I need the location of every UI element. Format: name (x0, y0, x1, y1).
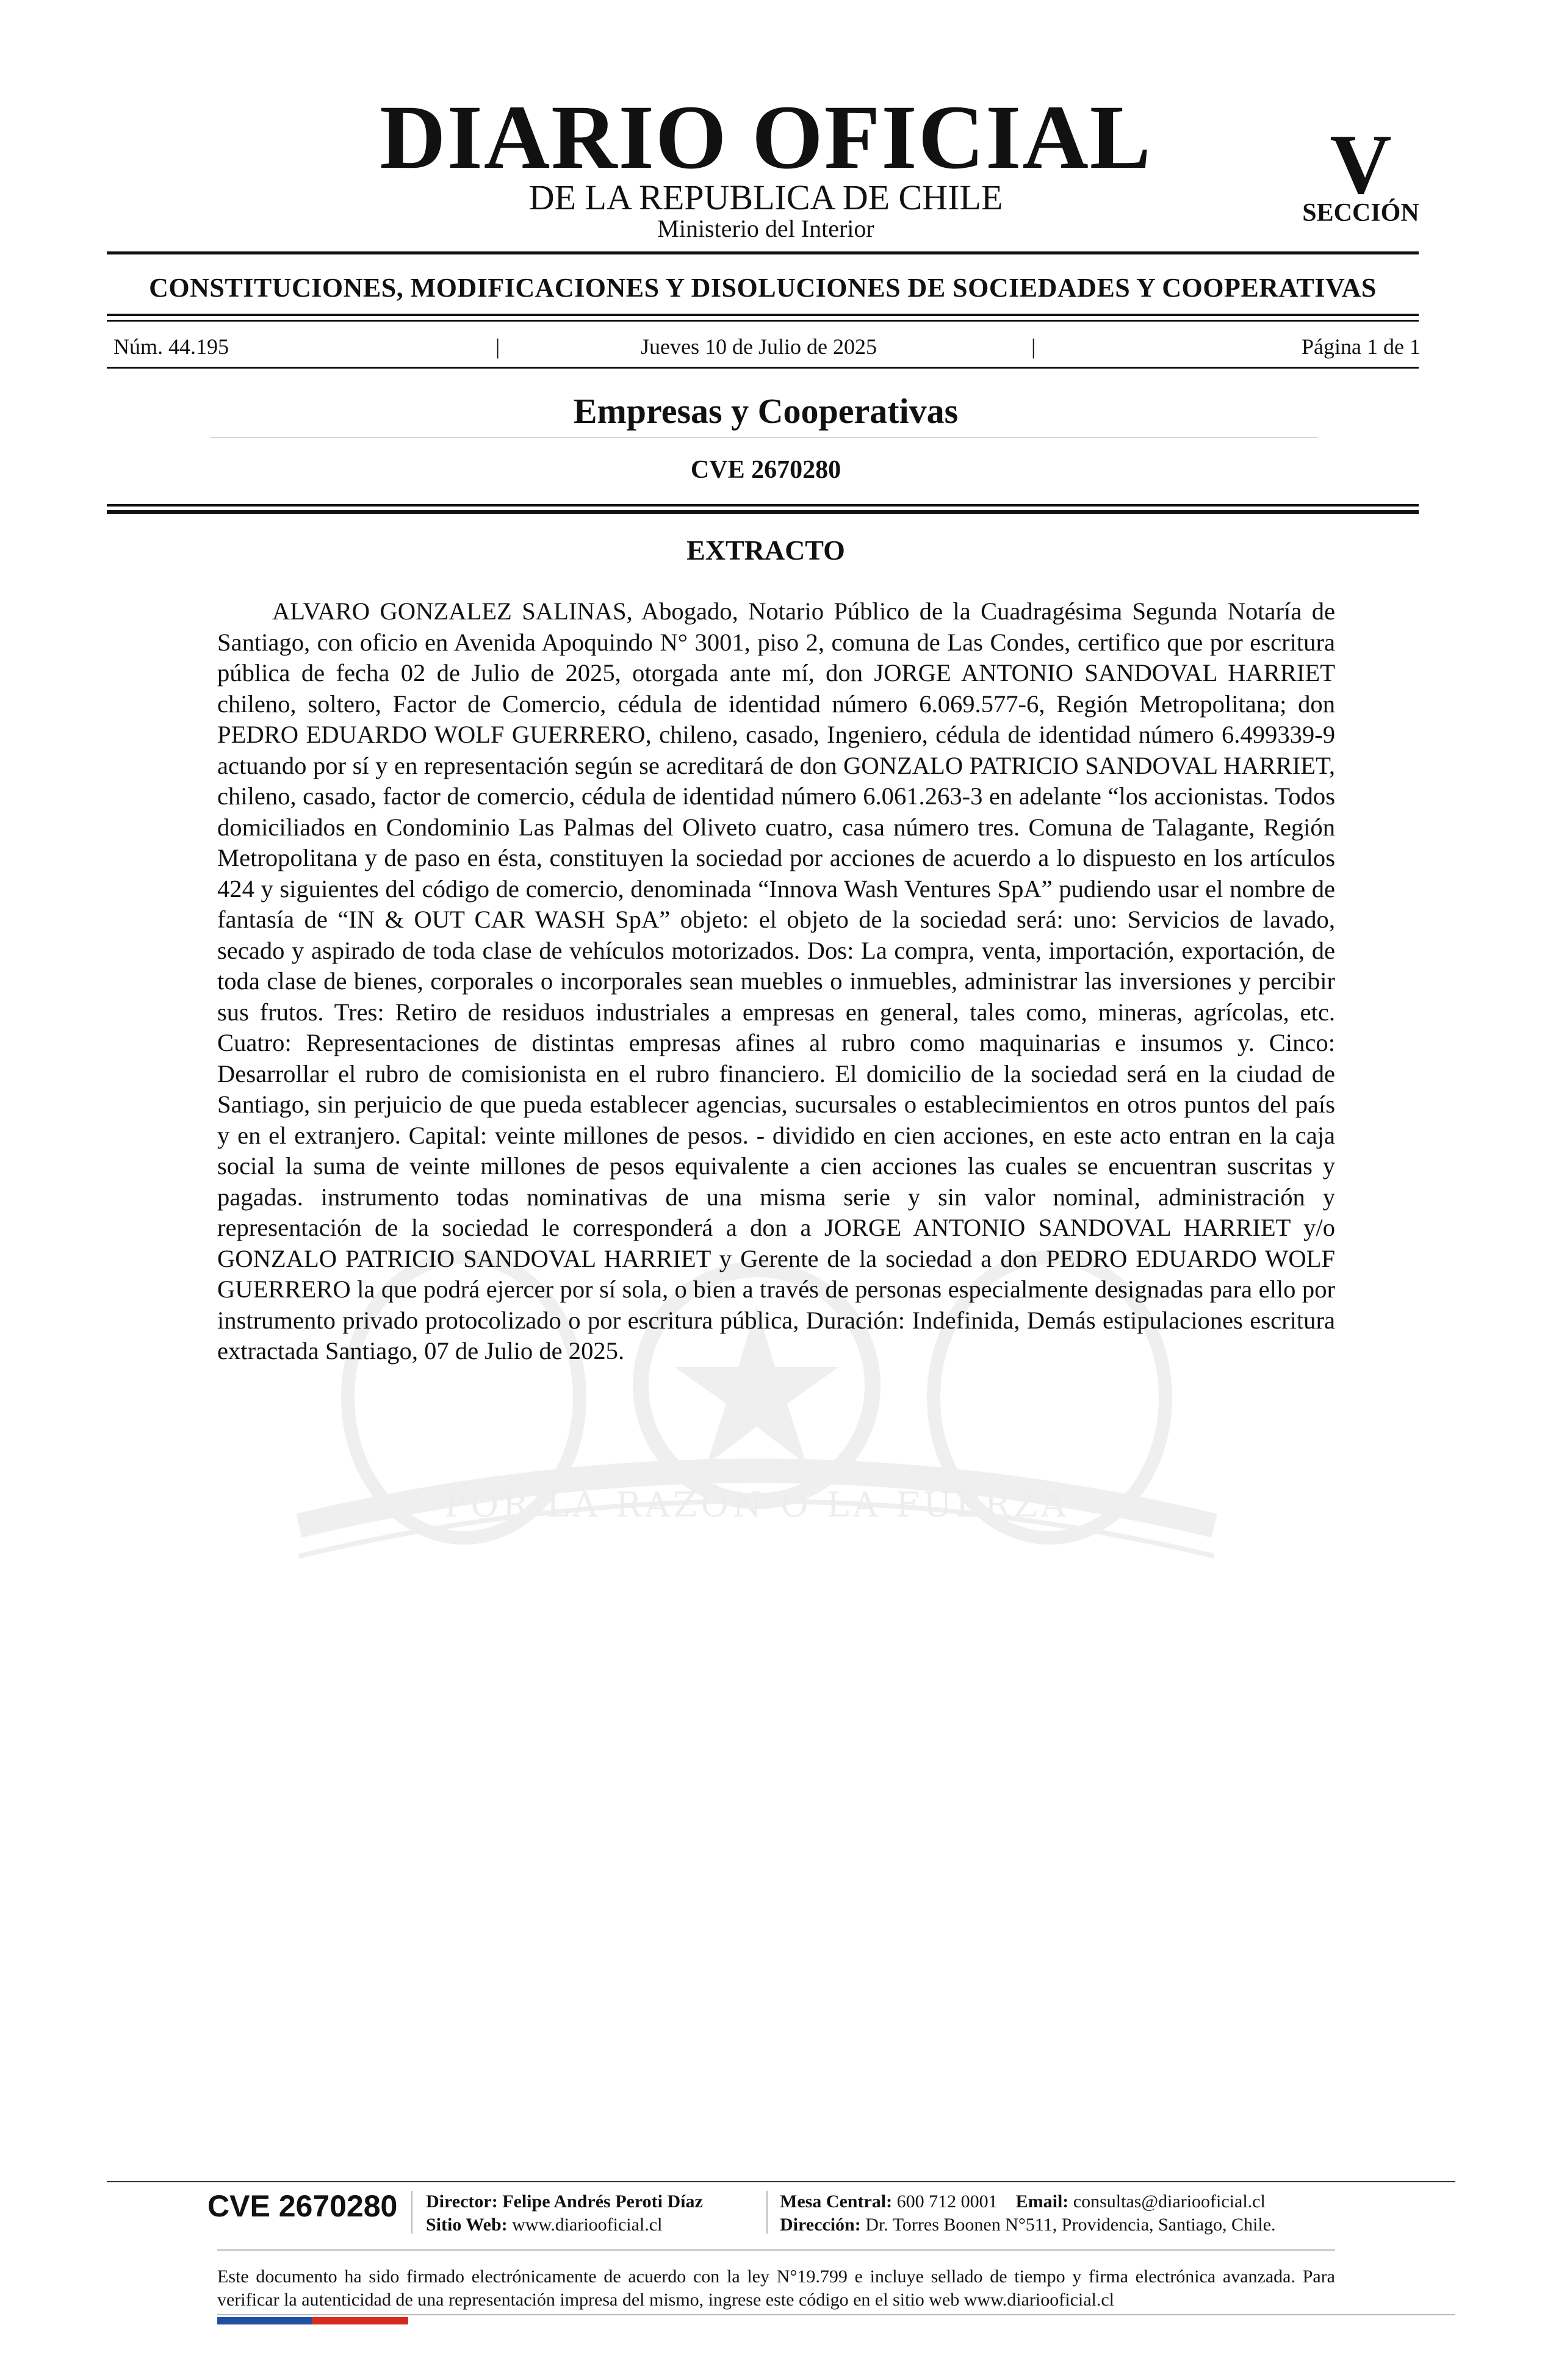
phone-label: Mesa Central: (780, 2191, 893, 2212)
masthead-title: DIARIO OFICIAL (380, 87, 1152, 188)
divider (107, 367, 1419, 369)
footer-note: Este documento ha sido firmado electrónicamente de acuerdo con la ley N°19.799 e incluye sellado de tiempo y firma electrónica avanzada. Para verificar la autenticidad de una representación impresa del mismo, ingrese este código en el sitio web www.diariooficial.cl (217, 2266, 1335, 2310)
email-label: Email: (1015, 2191, 1069, 2212)
address-label: Dirección: (780, 2215, 861, 2235)
extract-body: ALVARO GONZALEZ SALINAS, Abogado, Notario Público de la Cuadragésima Segunda Notaría de Santiago, con oficio en Avenida Apoquindo N° 3001, piso 2, comuna de Las Condes, certifico que por escritura pública de fecha 02 de Julio de 2025, otorgada ante mí, don JORGE ANTONIO SANDOVAL HARRIET chileno, soltero, Factor de Comercio, cédula de identidad número 6.069.577-6, Región Metropolitana; don PEDRO EDUARDO WOLF GUERRERO, chileno, casado, Ingeniero, cédula de identidad número 6.499339-9 actuando por sí y en representación según se acreditará de don GONZALO PATRICIO SANDOVAL HARRIET, chileno, casado, factor de comercio, cédula de identidad número 6.061.263-3 en adelante “los accionistas. Todos domiciliados en Condominio Las Palmas del Oliveto cuatro, casa número tres. Comuna de Talagante, Región Metropolitana y de paso en ésta, constituyen la sociedad por acciones de acuerdo a lo dispuesto en los artículos 424 y siguientes del código de comercio, denominada “Innova Wash Ventures SpA” pudiendo usar el nombre de fantasía de “IN & OUT CAR WASH SpA” objeto: el objeto de la sociedad será: uno: Servicios de lavado, secado y aspirado de toda clase de vehículos motorizados. Dos: La compra, venta, importación, exportación, de toda clase de bienes, corporales o incorporales sean muebles o inmuebles, administrar las inversiones y percibir sus frutos. Tres: Retiro de residuos industriales a empresas en general, tales como, mineras, agrícolas, etc. Cuatro: Representaciones de distintas empresas afines al rubro como maquinarias e insumos y. Cinco: Desarrollar el rubro de comisionista en el rubro financiero. El domicilio de la sociedad será en la ciudad de Santiago, sin perjuicio de que pueda establecer agencias, sucursales o establecimientos en otros puntos del país y en el extranjero. Capital: veinte millones de pesos. - dividido en cien acciones, en este acto entran en la caja social la suma de veinte millones de pesos equivalente a cien acciones las cuales se encuentran suscritas y pagadas. instrumento todas nominativas de una misma serie y sin valor nominal, administración y representación de la sociedad le corresponderá a don a JORGE ANTONIO SANDOVAL HARRIET y/o GONZALO PATRICIO SANDOVAL HARRIET y Gerente de la sociedad a don PEDRO EDUARDO WOLF GUERRERO la que podrá ejercer por sí sola, o bien a través de personas especialmente designadas para ello por instrumento privado protocolizado o por escritura pública, Duración: Indefinida, Demás estipulaciones escritura extractada Santiago, 07 de Julio de 2025. (217, 597, 1335, 1365)
footer-divider (217, 2314, 1455, 2315)
document-title: Empresas y Cooperativas (573, 391, 959, 431)
director-label: Director: (426, 2191, 498, 2212)
flag-stripe-red (312, 2317, 408, 2324)
flag-stripe-blue (217, 2317, 312, 2324)
divider (107, 320, 1419, 322)
info-separator: | (1031, 334, 1036, 359)
footer-phone-email (780, 2190, 1276, 2213)
footer-cve: CVE 2670280 (207, 2189, 398, 2223)
footer-director (426, 2190, 703, 2213)
footer-director-block (426, 2190, 703, 2237)
section-number: V (1330, 117, 1392, 212)
divider (211, 437, 1318, 438)
divider (107, 314, 1419, 316)
document-cve: CVE 2670280 (690, 456, 841, 484)
divider (107, 504, 1419, 507)
phone-value: 600 712 0001 (896, 2191, 998, 2212)
masthead-subtitle: DE LA REPUBLICA DE CHILE (528, 178, 1003, 217)
document-heading: EXTRACTO (686, 535, 845, 566)
footer-separator (766, 2191, 768, 2234)
address-value: Dr. Torres Boonen N°511, Providencia, Santiago, Chile. (865, 2215, 1276, 2235)
category-heading: CONSTITUCIONES, MODIFICACIONES Y DISOLUCIONES DE SOCIEDADES Y COOPERATIVAS (149, 273, 1377, 303)
footer-site (426, 2213, 703, 2237)
watermark-motto: POR LA RAZÓN O LA FUERZA (444, 1485, 1070, 1525)
section-label: SECCIÓN (1302, 199, 1419, 227)
page-indicator: Página 1 de 1 (1302, 334, 1421, 359)
footer-address (780, 2213, 1276, 2237)
footer-contact-block (780, 2190, 1276, 2237)
footer-divider (217, 2249, 1335, 2251)
masthead-ministry: Ministerio del Interior (657, 215, 874, 242)
info-separator: | (495, 334, 500, 359)
site-link[interactable]: www.diariooficial.cl (512, 2215, 663, 2235)
site-label: Sitio Web: (426, 2215, 508, 2235)
divider (107, 510, 1419, 514)
issue-number: Núm. 44.195 (113, 334, 229, 359)
email-link[interactable]: consultas@diariooficial.cl (1073, 2191, 1266, 2212)
divider (107, 251, 1419, 254)
footer-separator (411, 2191, 412, 2234)
director-name: Felipe Andrés Peroti Díaz (502, 2191, 703, 2212)
footer-divider (107, 2181, 1455, 2182)
issue-date: Jueves 10 de Julio de 2025 (641, 334, 877, 359)
